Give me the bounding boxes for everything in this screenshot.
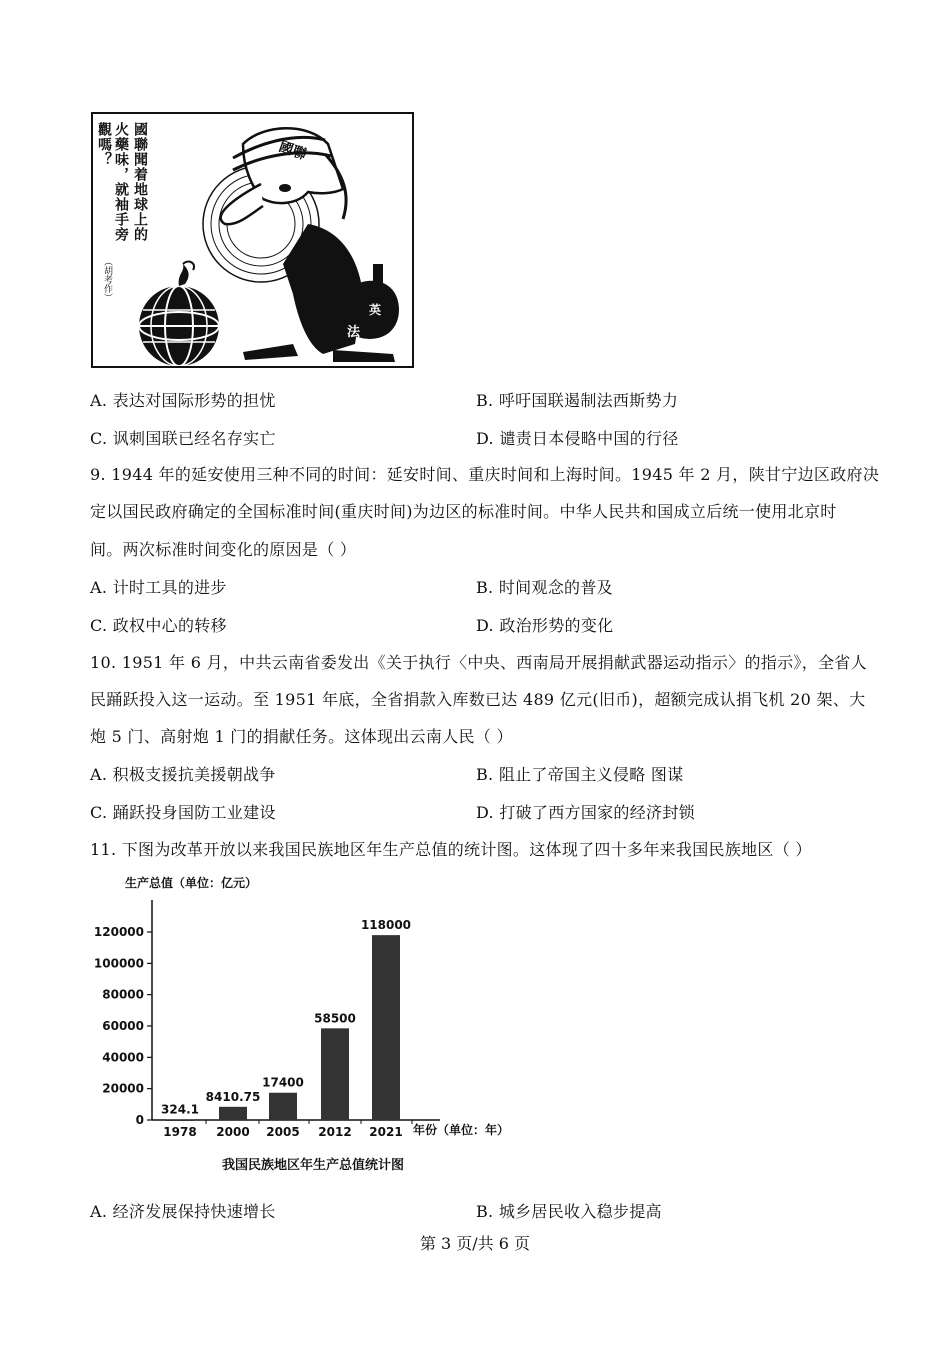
gdp-bar-chart bbox=[95, 872, 535, 1177]
y-tick-label: 120000 bbox=[95, 925, 144, 939]
q10-stem-line-1: 10. 1951 年 6 月，中共云南省委发出《关于执行〈中央、西南局开展捐献武器运动指示〉的指示》，全省人 bbox=[90, 653, 867, 672]
q9-stem-line-2: 定以国民政府确定的全国标准时间(重庆时间)为边区的标准时间。中华人民共和国成立后统一使用北京时 bbox=[90, 502, 837, 521]
x-tick-label: 2012 bbox=[318, 1125, 352, 1139]
bar-2005 bbox=[269, 1093, 297, 1120]
y-tick-label: 80000 bbox=[102, 987, 144, 1002]
bar-2000 bbox=[219, 1107, 247, 1120]
y-tick-label: 60000 bbox=[102, 1019, 144, 1033]
bar-value-label: 118000 bbox=[360, 918, 412, 933]
q11-option-b: B. 城乡居民收入稳步提高 bbox=[476, 1202, 662, 1221]
q8-option-c: C. 讽刺国联已经名存实亡 bbox=[90, 429, 276, 448]
q10-option-c: C. 踊跃投身国防工业建设 bbox=[90, 803, 276, 822]
y-tick-label: 40000 bbox=[102, 1050, 144, 1065]
y-tick-label: 100000 bbox=[95, 956, 144, 971]
q10-option-b: B. 阻止了帝国主义侵略 图谋 bbox=[476, 765, 684, 784]
cartoon-author: （胡考作） bbox=[102, 257, 112, 302]
chart-svg bbox=[95, 872, 535, 1177]
bar-value-label: 58500 bbox=[314, 1011, 356, 1026]
q8-option-d: D. 谴责日本侵略中国的行径 bbox=[476, 429, 679, 448]
bar-value-label: 324.1 bbox=[161, 1102, 199, 1117]
q11-option-a: A. 经济发展保持快速增长 bbox=[90, 1202, 276, 1221]
q11-stem-line-1: 11. 下图为改革开放以来我国民族地区年生产总值的统计图。这体现了四十多年来我国民族地区（ ） bbox=[90, 840, 812, 859]
q10-option-d: D. 打破了西方国家的经济封锁 bbox=[476, 803, 695, 822]
page-footer: 第 3 页/共 6 页 bbox=[419, 1234, 531, 1253]
q10-stem-line-3: 炮 5 门、高射炮 1 门的捐献任务。这体现出云南人民（ ） bbox=[90, 727, 513, 746]
cartoon-image bbox=[91, 112, 414, 368]
bar-2012 bbox=[321, 1028, 349, 1120]
q9-option-b: B. 时间观念的普及 bbox=[476, 578, 613, 597]
cartoon-drawing bbox=[93, 114, 414, 368]
bar-2021 bbox=[372, 935, 400, 1120]
q8-option-b: B. 呼吁国联遏制法西斯势力 bbox=[476, 391, 679, 410]
cartoon-caption-col-3: 觀嗎？ bbox=[96, 122, 112, 167]
globe-icon bbox=[139, 262, 219, 366]
x-tick-label: 1978 bbox=[163, 1125, 197, 1139]
x-tick-label: 2021 bbox=[369, 1125, 403, 1139]
chart-title: 我国民族地区年生产总值统计图 bbox=[221, 1158, 405, 1173]
x-tick-label: 2005 bbox=[266, 1125, 300, 1139]
q10-stem-line-2: 民踊跃投入这一运动。至 1951 年底，全省捐款入库数已达 489 亿元(旧币)，超额完成认捐飞机 20 架、大 bbox=[90, 690, 866, 709]
q9-stem-line-3: 间。两次标准时间变化的原因是（ ） bbox=[90, 540, 357, 559]
q9-option-c: C. 政权中心的转移 bbox=[90, 616, 227, 635]
cartoon-caption-col-1: 國聯聞着地球上的 bbox=[132, 122, 148, 242]
bag-label-1: 英 bbox=[369, 303, 382, 317]
hat-label: 國聯 bbox=[276, 138, 309, 164]
q9-option-d: D. 政治形势的变化 bbox=[476, 616, 614, 635]
chart-y-axis-label: 生产总值（单位：亿元） bbox=[125, 876, 258, 890]
chart-x-axis-label: 年份（单位：年） bbox=[413, 1123, 510, 1137]
cartoon-caption-col-2: 火藥味，就袖手旁 bbox=[113, 122, 129, 242]
bar-value-label: 17400 bbox=[262, 1075, 304, 1090]
bag-label-2: 法 bbox=[347, 325, 361, 340]
q9-stem-line-1: 9. 1944 年的延安使用三种不同的时间：延安时间、重庆时间和上海时间。1945 年 2 月，陕甘宁边区政府决 bbox=[90, 465, 880, 484]
bar-value-label: 8410.75 bbox=[205, 1089, 261, 1104]
q8-option-a: A. 表达对国际形势的担忧 bbox=[90, 391, 276, 410]
q10-option-a: A. 积极支援抗美援朝战争 bbox=[90, 765, 276, 784]
bar-1978 bbox=[166, 1119, 194, 1121]
y-tick-label: 20000 bbox=[102, 1081, 144, 1096]
y-tick-label: 0 bbox=[135, 1113, 144, 1127]
q9-option-a: A. 计时工具的进步 bbox=[90, 578, 227, 597]
x-tick-label: 2000 bbox=[216, 1125, 250, 1139]
